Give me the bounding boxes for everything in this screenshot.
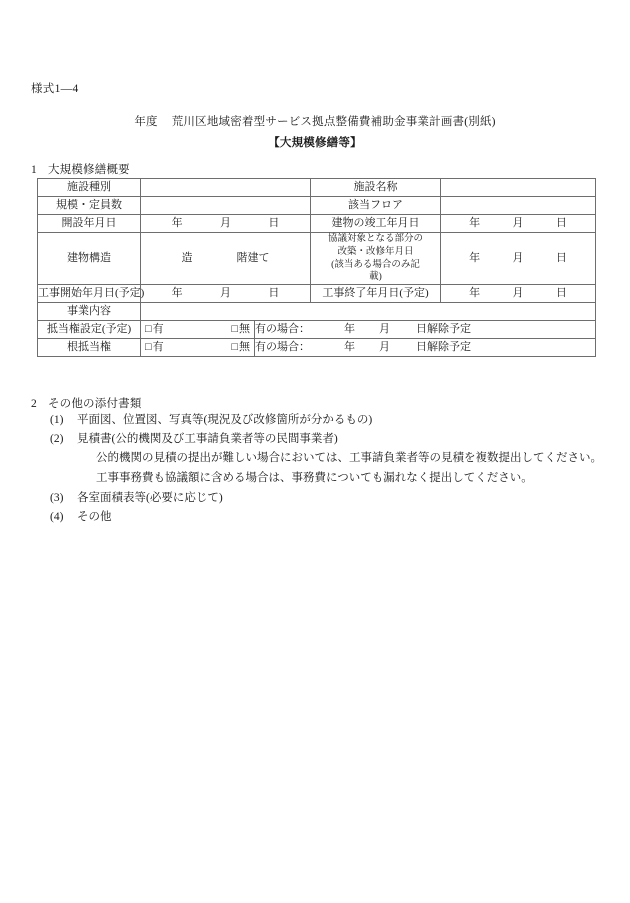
list-item-text: 見積書(公的機関及び工事請負業者等の民間事業者) [77, 433, 338, 446]
label-mortgage-setting: 抵当権設定(予定) [38, 321, 141, 339]
unit-year: 年 [469, 217, 481, 230]
checkbox-mortgage-no[interactable] [231, 322, 250, 337]
input-facility-type[interactable] [141, 179, 311, 197]
checkbox-revolving-mortgage-no-label: 無 [239, 341, 250, 354]
input-business-content[interactable] [141, 303, 596, 321]
unit-day: 日 [555, 287, 567, 300]
label-revolving-mortgage: 根抵当権 [38, 339, 141, 357]
table-row-business-content [38, 303, 596, 321]
checkbox-revolving-mortgage-yes[interactable] [145, 340, 164, 355]
unit-month: 月 [219, 217, 231, 230]
checkbox-mortgage-no-label: 無 [239, 323, 250, 336]
list-item-marker: (4) [50, 511, 64, 524]
label-mortgage-release: 解除予定 [427, 323, 471, 336]
checkbox-box-icon: □ [231, 323, 238, 336]
section-2-number: 2 [31, 398, 37, 410]
document-title-block [0, 113, 630, 150]
document-title-sub: 【大規模修繕等】 [268, 137, 362, 149]
list-item-marker: (2) [50, 433, 64, 446]
label-work-start-date: 工事開始年月日(予定) [38, 285, 141, 303]
table-row-building-structure [38, 233, 596, 285]
unit-year: 年 [171, 287, 183, 300]
table-row-scale-capacity [38, 197, 596, 215]
checkbox-mortgage-yes-label: 有 [152, 323, 164, 336]
checkbox-box-icon: □ [145, 341, 152, 354]
section-1-number: 1 [31, 164, 37, 176]
label-scale-capacity: 規模・定員数 [38, 197, 141, 215]
unit-floor-count: 階建て [236, 252, 270, 265]
table-row-facility-type [38, 179, 596, 197]
label-work-end-date: 工事終了年月日(予定) [311, 285, 441, 303]
unit-year: 年 [469, 252, 481, 265]
list-item-text: 各室面積表等(必要に応じて) [77, 491, 223, 504]
table-row-revolving-mortgage [38, 339, 596, 357]
label-opening-date: 開設年月日 [38, 215, 141, 233]
checkbox-revolving-mortgage-yes-label: 有 [152, 341, 164, 354]
unit-year: 年 [469, 287, 481, 300]
unit-year: 年 [344, 341, 355, 354]
unit-day: 日 [416, 323, 427, 336]
table-row-work-start-date [38, 285, 596, 303]
label-facility-type: 施設種別 [38, 179, 141, 197]
attachment-list [31, 412, 611, 528]
unit-month: 月 [219, 287, 231, 300]
list-item-text: その他 [77, 511, 112, 524]
unit-month: 月 [512, 217, 524, 230]
document-title-main [0, 113, 630, 129]
input-work-start-date[interactable] [141, 285, 311, 303]
unit-month: 月 [512, 252, 524, 265]
unit-day: 日 [555, 252, 567, 265]
input-opening-date[interactable] [141, 215, 311, 233]
list-item-marker: (1) [50, 414, 64, 426]
unit-year: 年 [344, 323, 355, 336]
title-main-text: 荒川区地域密着型サービス拠点整備費補助金事業計画書(別紙) [171, 116, 496, 128]
label-revolving-mortgage-release: 解除予定 [427, 341, 471, 354]
section-1-title: 大規模修繕概要 [47, 164, 130, 176]
label-facility-name: 施設名称 [311, 179, 441, 197]
unit-year: 年 [171, 217, 183, 230]
section-1-heading [31, 161, 130, 177]
label-applicable-floor: 該当フロア [311, 197, 441, 215]
unit-day: 日 [416, 341, 427, 354]
checkbox-group-mortgage [141, 321, 255, 339]
input-renovation-date[interactable] [441, 233, 596, 285]
attachment-note: 工事事務費も協議額に含める場合は、事務費についても漏れなく提出してください。 [96, 472, 533, 485]
unit-day: 日 [555, 217, 567, 230]
section-2-title: その他の添付書類 [47, 398, 142, 410]
input-work-end-date[interactable] [441, 285, 596, 303]
label-building-completion-date: 建物の竣工年月日 [311, 215, 441, 233]
unit-day: 日 [268, 217, 280, 230]
label-revolving-mortgage-case: 有の場合： [255, 341, 310, 354]
table-row-opening-date [38, 215, 596, 233]
list-item [31, 412, 611, 429]
label-renovation-date [311, 233, 441, 285]
form-code-label: 様式1—4 [31, 83, 79, 95]
unit-month: 月 [379, 341, 390, 354]
unit-month: 月 [379, 323, 390, 336]
checkbox-box-icon: □ [145, 323, 152, 336]
input-facility-name[interactable] [441, 179, 596, 197]
input-building-structure[interactable] [141, 233, 311, 285]
label-renovation-date-line4: 載) [369, 272, 382, 283]
input-building-completion-date[interactable] [441, 215, 596, 233]
input-mortgage-release-date[interactable] [255, 321, 596, 339]
repair-overview-table [37, 178, 596, 357]
checkbox-mortgage-yes[interactable] [145, 322, 164, 337]
label-building-structure: 建物構造 [38, 233, 141, 285]
checkbox-group-revolving-mortgage [141, 339, 255, 357]
label-business-content: 事業内容 [38, 303, 141, 321]
input-scale-capacity[interactable] [141, 197, 311, 215]
list-item [31, 431, 611, 448]
list-item [31, 509, 611, 526]
label-renovation-date-line2: 改築・改修年月日 [337, 246, 414, 257]
attachment-note: 公的機関の見積の提出が難しい場合においては、工事請負業者等の見積を複数提出してください。 [96, 452, 602, 465]
unit-day: 日 [268, 287, 280, 300]
section-2-heading [31, 395, 142, 411]
list-item-text: 平面図、位置図、写真等(現況及び改修箇所が分かるもの) [77, 414, 373, 426]
unit-month: 月 [512, 287, 524, 300]
input-applicable-floor[interactable] [441, 197, 596, 215]
title-year-label: 年度 [134, 116, 158, 128]
list-item [31, 490, 611, 507]
checkbox-box-icon: □ [231, 341, 238, 354]
table-row-mortgage [38, 321, 596, 339]
label-renovation-date-line3: (該当ある場合のみ記 [331, 259, 420, 270]
input-revolving-mortgage-release-date[interactable] [255, 339, 596, 357]
list-item-marker: (3) [50, 491, 64, 504]
label-mortgage-case: 有の場合： [255, 323, 310, 336]
label-renovation-date-line1: 協議対象となる部分の [328, 234, 424, 244]
checkbox-revolving-mortgage-no[interactable] [231, 340, 250, 355]
unit-structure-type: 造 [181, 252, 193, 265]
